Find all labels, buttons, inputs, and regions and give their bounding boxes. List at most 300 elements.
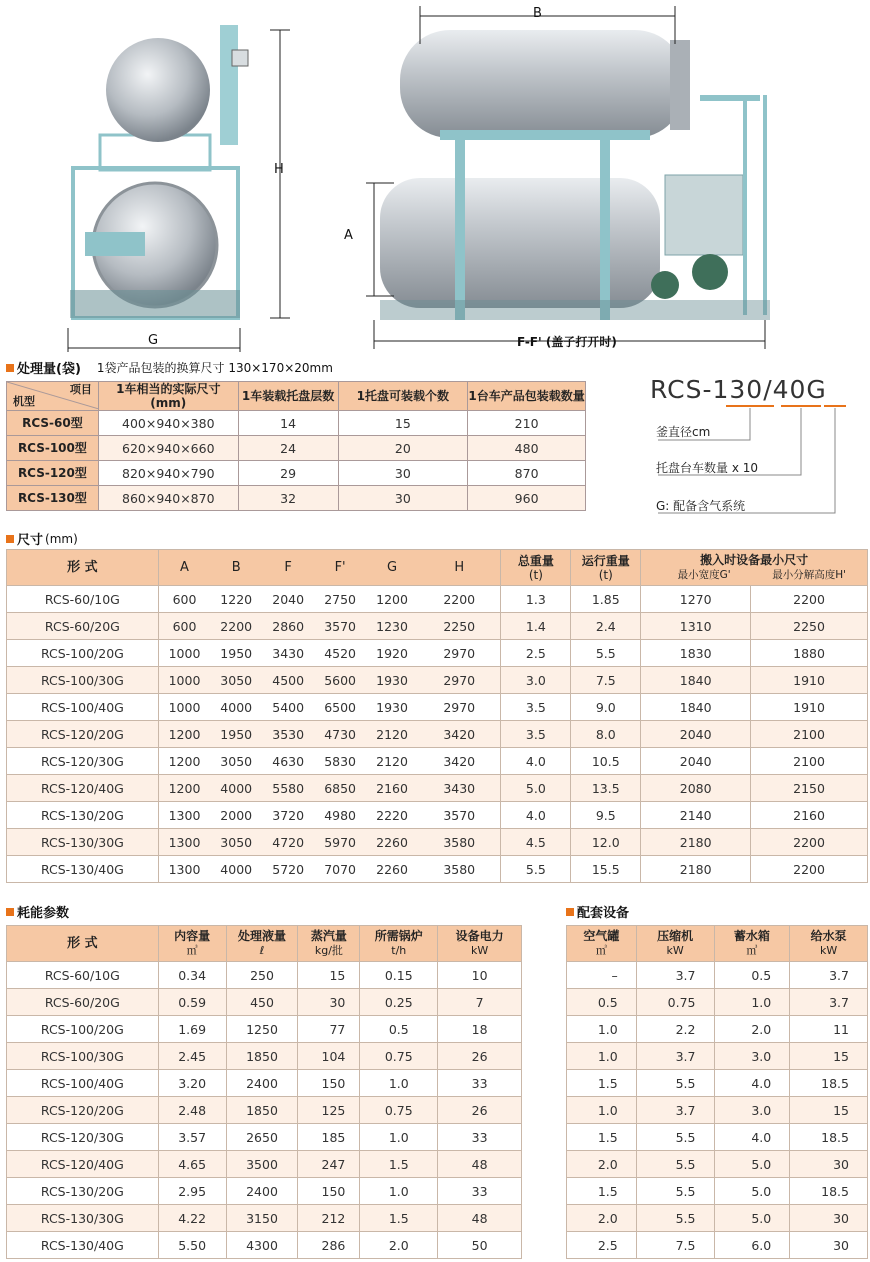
table-row xyxy=(7,962,522,989)
table-row xyxy=(7,694,868,721)
col-header: 压缩机 kW xyxy=(636,926,714,962)
legend-item-gas: G: 配备含气系统 xyxy=(656,499,746,513)
value-cell: 2.2 xyxy=(636,1016,714,1043)
value-cell: 1.0 xyxy=(567,1043,637,1070)
value-cell: 4.0 xyxy=(501,748,571,775)
table-row xyxy=(7,1151,522,1178)
value-cell: 33 xyxy=(438,1178,522,1205)
value-cell: 5.5 xyxy=(636,1070,714,1097)
value-cell: 2140 xyxy=(641,802,751,829)
value-cell: 1.0 xyxy=(567,1016,637,1043)
value-cell: 1250 xyxy=(226,1016,298,1043)
value-cell: 15 xyxy=(790,1043,868,1070)
value-cell: 2160 xyxy=(366,775,418,802)
value-cell: 212 xyxy=(298,1205,360,1232)
value-cell: 1.0 xyxy=(567,1097,637,1124)
value-cell: 1.3 xyxy=(501,586,571,613)
model-cell: RCS-130/40G xyxy=(7,1232,159,1259)
value-cell: 1.5 xyxy=(567,1124,637,1151)
value-cell: 1230 xyxy=(366,613,418,640)
table-row xyxy=(7,775,868,802)
value-cell: 33 xyxy=(438,1124,522,1151)
value-cell: 5600 xyxy=(314,667,366,694)
col-header: 1车相当的实际尺寸(mm) xyxy=(98,382,238,411)
value-cell: 4.5 xyxy=(501,829,571,856)
value-cell: 2040 xyxy=(262,586,314,613)
value-cell: 5720 xyxy=(262,856,314,883)
value-cell: 3.5 xyxy=(501,721,571,748)
value-cell: 0.5 xyxy=(360,1016,438,1043)
value-cell: 2200 xyxy=(210,613,262,640)
value-cell: 2040 xyxy=(641,748,751,775)
value-cell: 30 xyxy=(298,989,360,1016)
value-cell: 5.5 xyxy=(636,1178,714,1205)
model-cell: RCS-100/40G xyxy=(7,694,159,721)
col-header: 给水泵 kW xyxy=(790,926,868,962)
value-cell: 30 xyxy=(790,1232,868,1259)
value-cell: 5.5 xyxy=(636,1151,714,1178)
value-cell: 2.0 xyxy=(567,1151,637,1178)
col-header: F xyxy=(262,550,314,586)
value-cell: 2180 xyxy=(641,856,751,883)
value-cell: 50 xyxy=(438,1232,522,1259)
value-cell: 30 xyxy=(790,1205,868,1232)
table-row: RCS-60型 400×940×380 14 15 210 xyxy=(7,411,586,436)
processing-note: 1袋产品包装的换算尺寸 130×170×20mm xyxy=(96,361,333,375)
value-cell: 2120 xyxy=(366,748,418,775)
value-cell: 1270 xyxy=(641,586,751,613)
col-header: 1托盘可装载个数 xyxy=(338,382,468,411)
table-row xyxy=(567,989,868,1016)
front-view xyxy=(70,25,248,318)
value-cell: 1310 xyxy=(641,613,751,640)
value-cell: 5.5 xyxy=(501,856,571,883)
table-row: RCS-130型 860×940×870 32 30 960 xyxy=(7,486,586,511)
value-cell: 4.0 xyxy=(714,1070,790,1097)
value-cell: 2180 xyxy=(641,829,751,856)
model-cell: RCS-130/20G xyxy=(7,1178,159,1205)
value-cell: 1930 xyxy=(366,694,418,721)
value-cell: 4630 xyxy=(262,748,314,775)
model-cell: RCS-130/30G xyxy=(7,829,159,856)
value-cell: 0.5 xyxy=(567,989,637,1016)
value-cell: 3.0 xyxy=(714,1043,790,1070)
processing-table xyxy=(6,381,586,511)
value-cell: 13.5 xyxy=(571,775,641,802)
value-cell: 2250 xyxy=(418,613,501,640)
value-cell: 3.7 xyxy=(636,1097,714,1124)
value-cell: 2.0 xyxy=(360,1232,438,1259)
value-cell: 1.5 xyxy=(567,1178,637,1205)
dim-label-h: H xyxy=(274,162,284,177)
value-cell: 5580 xyxy=(262,775,314,802)
col-header: 内容量 ㎥ xyxy=(158,926,226,962)
value-cell: 1200 xyxy=(158,775,210,802)
value-cell: 250 xyxy=(226,962,298,989)
model-cell: RCS-130/30G xyxy=(7,1205,159,1232)
value-cell: 1.0 xyxy=(714,989,790,1016)
table-row xyxy=(567,1178,868,1205)
value-cell: 1000 xyxy=(158,694,210,721)
value-cell: 4720 xyxy=(262,829,314,856)
table-row xyxy=(7,667,868,694)
value-cell: 15.5 xyxy=(571,856,641,883)
table-row xyxy=(567,1232,868,1259)
value-cell: 3570 xyxy=(418,802,501,829)
model-cell: RCS-120/40G xyxy=(7,775,159,802)
table-row xyxy=(567,1151,868,1178)
value-cell: 3.7 xyxy=(790,962,868,989)
energy-title: 耗能参数 xyxy=(6,902,69,921)
value-cell: 26 xyxy=(438,1043,522,1070)
value-cell: 125 xyxy=(298,1097,360,1124)
value-cell: 4.65 xyxy=(158,1151,226,1178)
table-row xyxy=(7,721,868,748)
model-cell: RCS-60/10G xyxy=(7,586,159,613)
value-cell: 9.0 xyxy=(571,694,641,721)
energy-table xyxy=(6,925,522,1259)
value-cell: 3580 xyxy=(418,829,501,856)
table-row xyxy=(7,1097,522,1124)
col-header-run-weight: 运行重量 (t) xyxy=(571,550,641,586)
value-cell: 4000 xyxy=(210,775,262,802)
value-cell: 30 xyxy=(790,1151,868,1178)
value-cell: 3.5 xyxy=(501,694,571,721)
value-cell: 12.0 xyxy=(571,829,641,856)
section-marker-icon xyxy=(6,535,14,543)
value-cell: – xyxy=(567,962,637,989)
col-header: A xyxy=(158,550,210,586)
table-row xyxy=(7,1016,522,1043)
value-cell: 1.4 xyxy=(501,613,571,640)
processing-title: 处理量(袋) 1袋产品包装的换算尺寸 130×170×20mm xyxy=(6,358,333,377)
value-cell: 2200 xyxy=(418,586,501,613)
value-cell: 3580 xyxy=(418,856,501,883)
value-cell: 3.7 xyxy=(636,1043,714,1070)
value-cell: 4000 xyxy=(210,856,262,883)
value-cell: 1880 xyxy=(751,640,868,667)
value-cell: 1.0 xyxy=(360,1070,438,1097)
value-cell: 3420 xyxy=(418,748,501,775)
value-cell: 2860 xyxy=(262,613,314,640)
value-cell: 4.0 xyxy=(714,1124,790,1151)
value-cell: 1220 xyxy=(210,586,262,613)
value-cell: 3500 xyxy=(226,1151,298,1178)
value-cell: 5.5 xyxy=(571,640,641,667)
value-cell: 77 xyxy=(298,1016,360,1043)
value-cell: 1910 xyxy=(751,667,868,694)
value-cell: 18.5 xyxy=(790,1070,868,1097)
value-cell: 2.0 xyxy=(567,1205,637,1232)
col-header: B xyxy=(210,550,262,586)
model-cell: RCS-60/10G xyxy=(7,962,159,989)
value-cell: 1.0 xyxy=(360,1124,438,1151)
col-header: G xyxy=(366,550,418,586)
value-cell: 2650 xyxy=(226,1124,298,1151)
value-cell: 6.0 xyxy=(714,1232,790,1259)
equipment-table xyxy=(566,925,868,1259)
model-cell: RCS-130/20G xyxy=(7,802,159,829)
model-cell: RCS-60/20G xyxy=(7,989,159,1016)
table-row xyxy=(567,1043,868,1070)
dim-label-ff: F-F' (盖子打开时) xyxy=(517,335,617,349)
value-cell: 5.0 xyxy=(714,1151,790,1178)
value-cell: 3050 xyxy=(210,829,262,856)
col-header: 形 式 xyxy=(7,926,159,962)
model-cell: RCS-120/20G xyxy=(7,1097,159,1124)
table-row: RCS-120型 820×940×790 29 30 870 xyxy=(7,461,586,486)
table-row xyxy=(7,613,868,640)
value-cell: 2220 xyxy=(366,802,418,829)
value-cell: 5970 xyxy=(314,829,366,856)
value-cell: 1.0 xyxy=(360,1178,438,1205)
value-cell: 0.34 xyxy=(158,962,226,989)
value-cell: 5.50 xyxy=(158,1232,226,1259)
value-cell: 4500 xyxy=(262,667,314,694)
model-cell: RCS-100/30G xyxy=(7,667,159,694)
value-cell: 2200 xyxy=(751,586,868,613)
value-cell: 18.5 xyxy=(790,1178,868,1205)
value-cell: 0.15 xyxy=(360,962,438,989)
value-cell: 5.5 xyxy=(636,1124,714,1151)
table-row xyxy=(7,1232,522,1259)
col-header-min-size: 搬入时设备最小尺寸 最小宽度G' 最小分解高度H' xyxy=(641,550,868,586)
value-cell: 3570 xyxy=(314,613,366,640)
value-cell: 9.5 xyxy=(571,802,641,829)
value-cell: 5.0 xyxy=(714,1178,790,1205)
value-cell: 0.59 xyxy=(158,989,226,1016)
value-cell: 185 xyxy=(298,1124,360,1151)
value-cell: 2750 xyxy=(314,586,366,613)
equipment-figure xyxy=(0,0,870,352)
dim-label-b: B xyxy=(533,6,542,21)
table-row xyxy=(7,1205,522,1232)
value-cell: 2400 xyxy=(226,1178,298,1205)
value-cell: 4520 xyxy=(314,640,366,667)
value-cell: 2970 xyxy=(418,640,501,667)
value-cell: 6850 xyxy=(314,775,366,802)
legend-leader-lines xyxy=(650,375,860,515)
model-code: RCS-130/40G xyxy=(650,375,827,404)
value-cell: 48 xyxy=(438,1151,522,1178)
table-row xyxy=(7,1178,522,1205)
dim-label-a: A xyxy=(344,228,353,243)
model-cell: RCS-100/40G xyxy=(7,1070,159,1097)
table-row xyxy=(567,1016,868,1043)
value-cell: 150 xyxy=(298,1178,360,1205)
value-cell: 1.85 xyxy=(571,586,641,613)
col-header: 形 式 xyxy=(7,550,159,586)
value-cell: 2000 xyxy=(210,802,262,829)
corner-header: 项目 机型 xyxy=(7,382,99,411)
value-cell: 4000 xyxy=(210,694,262,721)
section-marker-icon xyxy=(6,908,14,916)
value-cell: 26 xyxy=(438,1097,522,1124)
value-cell: 1300 xyxy=(158,856,210,883)
col-header: 空气罐 ㎥ xyxy=(567,926,637,962)
value-cell: 286 xyxy=(298,1232,360,1259)
dim-label-g: G xyxy=(148,333,159,348)
table-row xyxy=(7,829,868,856)
value-cell: 3530 xyxy=(262,721,314,748)
model-cell: RCS-120/30G xyxy=(7,1124,159,1151)
value-cell: 5.0 xyxy=(501,775,571,802)
value-cell: 1.69 xyxy=(158,1016,226,1043)
table-row xyxy=(7,640,868,667)
value-cell: 1850 xyxy=(226,1097,298,1124)
table-row xyxy=(567,1097,868,1124)
value-cell: 5830 xyxy=(314,748,366,775)
model-cell: RCS-120/20G xyxy=(7,721,159,748)
value-cell: 2040 xyxy=(641,721,751,748)
table-row xyxy=(567,1205,868,1232)
model-cell: RCS-100/20G xyxy=(7,1016,159,1043)
value-cell: 2120 xyxy=(366,721,418,748)
value-cell: 15 xyxy=(790,1097,868,1124)
col-header: 所需锅炉 t/h xyxy=(360,926,438,962)
col-header-total-weight: 总重量 (t) xyxy=(501,550,571,586)
col-header: H xyxy=(418,550,501,586)
value-cell: 7 xyxy=(438,989,522,1016)
value-cell: 2100 xyxy=(751,748,868,775)
value-cell: 10.5 xyxy=(571,748,641,775)
value-cell: 48 xyxy=(438,1205,522,1232)
value-cell: 1850 xyxy=(226,1043,298,1070)
value-cell: 2.5 xyxy=(501,640,571,667)
table-row xyxy=(7,1124,522,1151)
value-cell: 1930 xyxy=(366,667,418,694)
table-row xyxy=(567,1124,868,1151)
value-cell: 2150 xyxy=(751,775,868,802)
value-cell: 11 xyxy=(790,1016,868,1043)
value-cell: 15 xyxy=(298,962,360,989)
value-cell: 3.7 xyxy=(636,962,714,989)
value-cell: 8.0 xyxy=(571,721,641,748)
value-cell: 1830 xyxy=(641,640,751,667)
value-cell: 150 xyxy=(298,1070,360,1097)
value-cell: 1.5 xyxy=(360,1151,438,1178)
value-cell: 3430 xyxy=(418,775,501,802)
value-cell: 1840 xyxy=(641,694,751,721)
value-cell: 2080 xyxy=(641,775,751,802)
col-header: 蒸汽量 kg/批 xyxy=(298,926,360,962)
value-cell: 104 xyxy=(298,1043,360,1070)
model-cell: RCS-120/30G xyxy=(7,748,159,775)
value-cell: 247 xyxy=(298,1151,360,1178)
dimensions-title: 尺寸 (mm) xyxy=(6,529,78,548)
value-cell: 1840 xyxy=(641,667,751,694)
value-cell: 1.5 xyxy=(567,1070,637,1097)
table-row xyxy=(7,802,868,829)
col-header: 设备电力 kW xyxy=(438,926,522,962)
value-cell: 6500 xyxy=(314,694,366,721)
model-cell: RCS-130/40G xyxy=(7,856,159,883)
value-cell: 1200 xyxy=(158,748,210,775)
value-cell: 3430 xyxy=(262,640,314,667)
col-header: 1车装载托盘层数 xyxy=(238,382,338,411)
value-cell: 450 xyxy=(226,989,298,1016)
value-cell: 600 xyxy=(158,586,210,613)
section-marker-icon xyxy=(6,364,14,372)
value-cell: 18.5 xyxy=(790,1124,868,1151)
value-cell: 2260 xyxy=(366,856,418,883)
value-cell: 1910 xyxy=(751,694,868,721)
table-row xyxy=(7,748,868,775)
value-cell: 3050 xyxy=(210,667,262,694)
value-cell: 1200 xyxy=(366,586,418,613)
value-cell: 7070 xyxy=(314,856,366,883)
col-header: 处理液量 ℓ xyxy=(226,926,298,962)
value-cell: 3.20 xyxy=(158,1070,226,1097)
value-cell: 600 xyxy=(158,613,210,640)
legend-item-diameter: 釜直径cm xyxy=(656,425,711,439)
value-cell: 5400 xyxy=(262,694,314,721)
table-row xyxy=(7,586,868,613)
value-cell: 2200 xyxy=(751,829,868,856)
value-cell: 1.5 xyxy=(360,1205,438,1232)
value-cell: 3.57 xyxy=(158,1124,226,1151)
table-row xyxy=(567,1070,868,1097)
value-cell: 5.5 xyxy=(636,1205,714,1232)
value-cell: 2.45 xyxy=(158,1043,226,1070)
value-cell: 1920 xyxy=(366,640,418,667)
value-cell: 2160 xyxy=(751,802,868,829)
value-cell: 2970 xyxy=(418,694,501,721)
value-cell: 7.5 xyxy=(636,1232,714,1259)
value-cell: 2970 xyxy=(418,667,501,694)
value-cell: 3.0 xyxy=(501,667,571,694)
value-cell: 2.95 xyxy=(158,1178,226,1205)
value-cell: 1300 xyxy=(158,802,210,829)
table-row xyxy=(7,856,868,883)
value-cell: 3.7 xyxy=(790,989,868,1016)
value-cell: 0.25 xyxy=(360,989,438,1016)
legend-item-trolley: 托盘台车数量 x 10 xyxy=(656,461,759,475)
value-cell: 0.75 xyxy=(360,1043,438,1070)
value-cell: 1000 xyxy=(158,667,210,694)
table-row: RCS-100型 620×940×660 24 20 480 xyxy=(7,436,586,461)
value-cell: 0.75 xyxy=(636,989,714,1016)
value-cell: 2250 xyxy=(751,613,868,640)
value-cell: 1950 xyxy=(210,640,262,667)
value-cell: 1950 xyxy=(210,721,262,748)
value-cell: 2260 xyxy=(366,829,418,856)
col-header: 1台车产品包装载数量 xyxy=(468,382,586,411)
value-cell: 5.0 xyxy=(714,1205,790,1232)
value-cell: 10 xyxy=(438,962,522,989)
value-cell: 2100 xyxy=(751,721,868,748)
dimensions-table xyxy=(6,549,868,883)
value-cell: 7.5 xyxy=(571,667,641,694)
table-row xyxy=(7,1070,522,1097)
value-cell: 18 xyxy=(438,1016,522,1043)
value-cell: 3.0 xyxy=(714,1097,790,1124)
model-cell: RCS-120/40G xyxy=(7,1151,159,1178)
value-cell: 33 xyxy=(438,1070,522,1097)
value-cell: 4300 xyxy=(226,1232,298,1259)
value-cell: 2.0 xyxy=(714,1016,790,1043)
value-cell: 3150 xyxy=(226,1205,298,1232)
table-row xyxy=(7,989,522,1016)
model-cell: RCS-100/20G xyxy=(7,640,159,667)
value-cell: 3720 xyxy=(262,802,314,829)
retort-illustration xyxy=(0,0,870,352)
model-code-legend xyxy=(650,375,860,515)
value-cell: 4980 xyxy=(314,802,366,829)
side-view xyxy=(380,30,770,320)
value-cell: 3420 xyxy=(418,721,501,748)
section-marker-icon xyxy=(566,908,574,916)
